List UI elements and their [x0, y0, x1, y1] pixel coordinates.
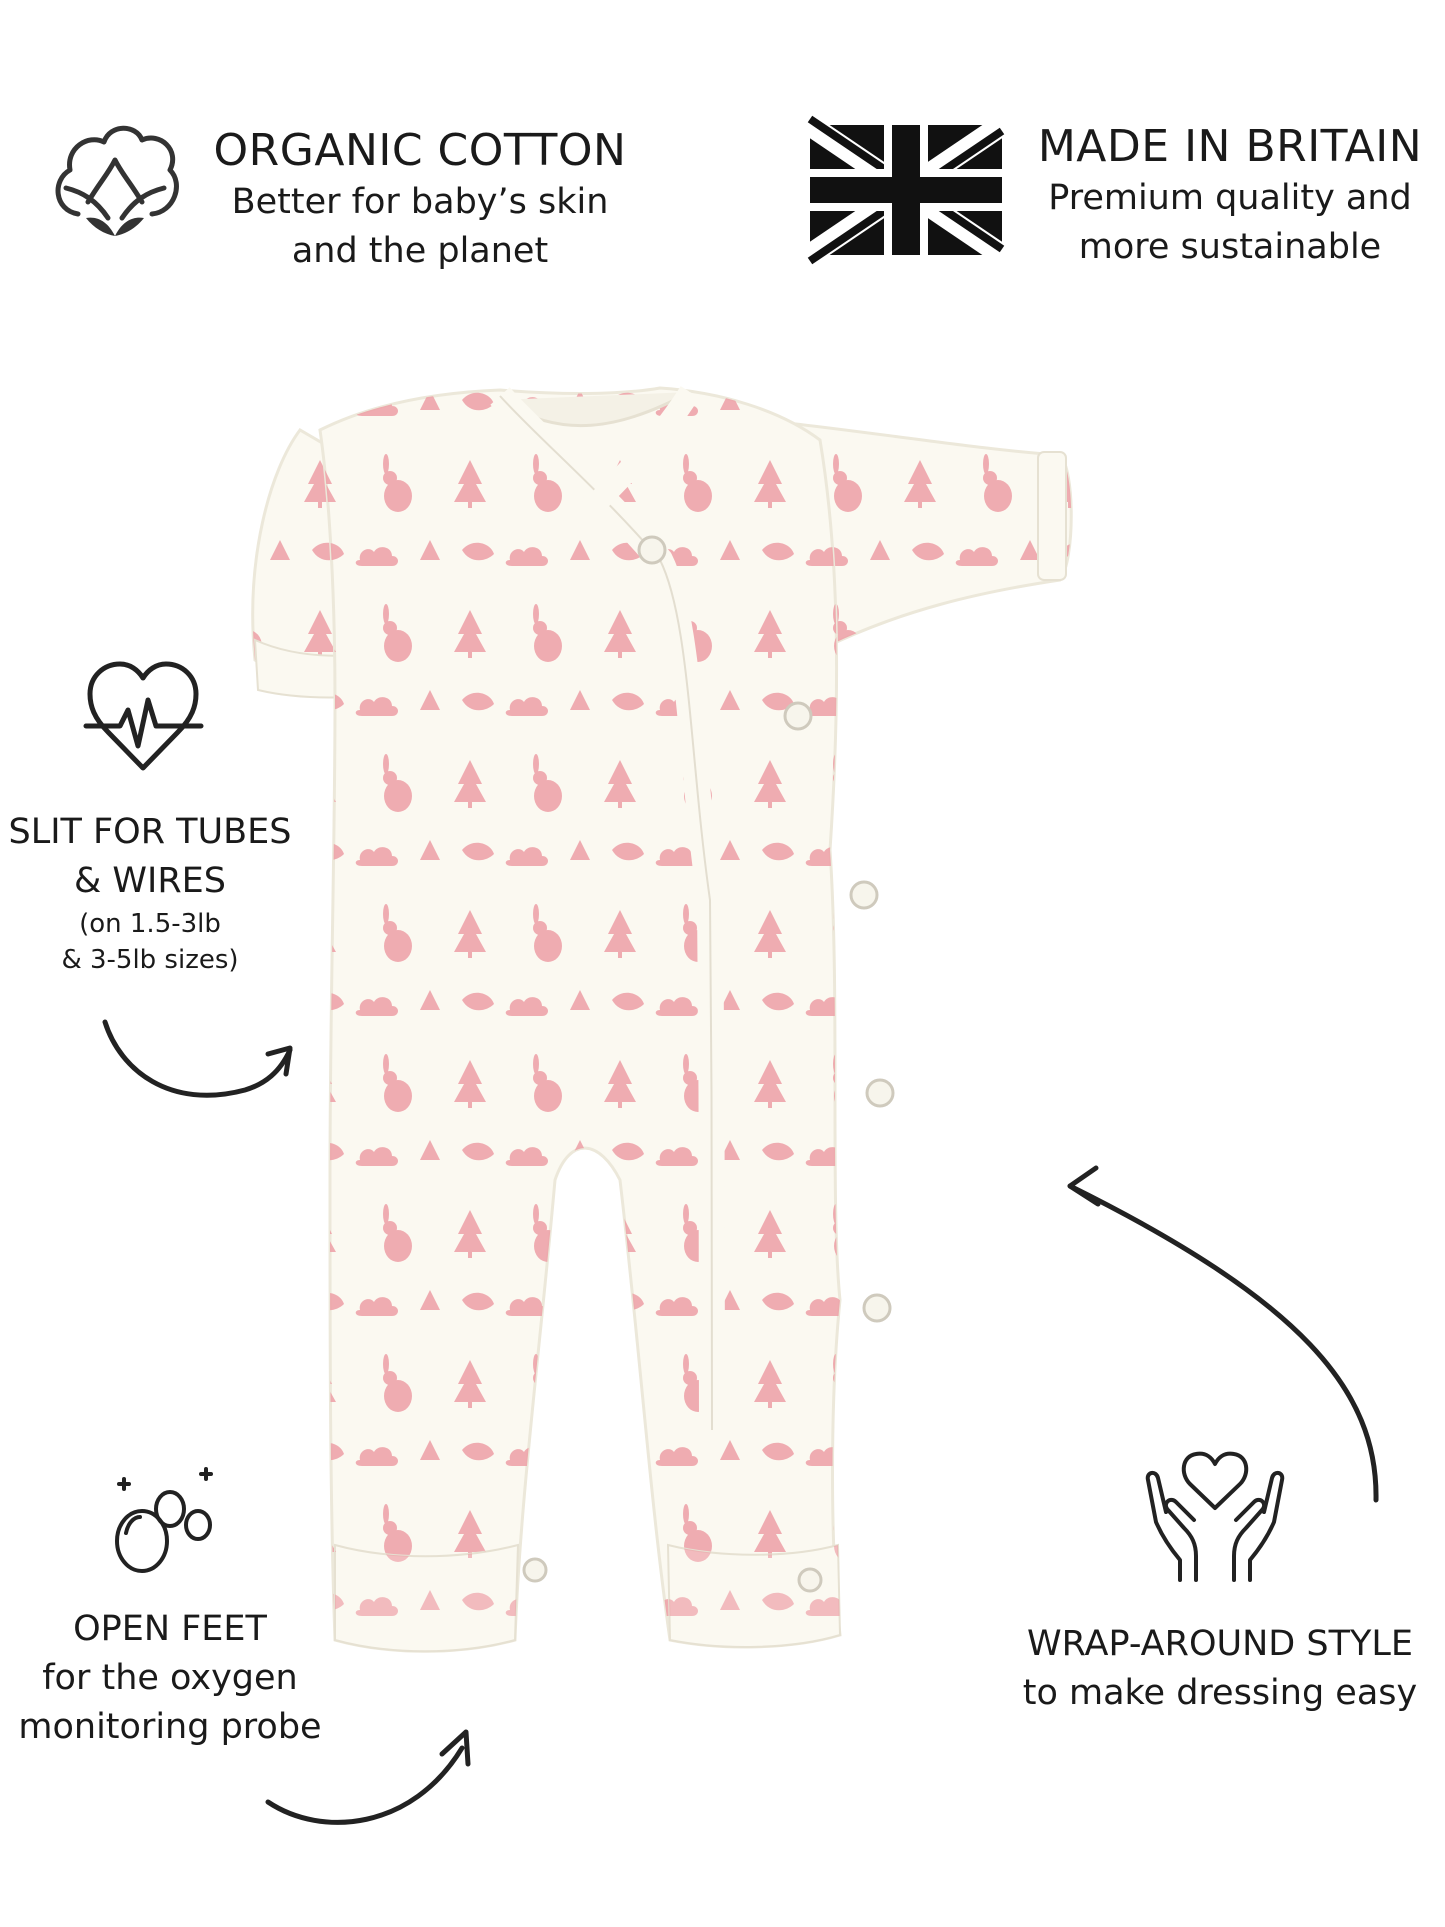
heartbeat-heart-icon: [86, 660, 201, 778]
bubbles-icon: [112, 1465, 217, 1575]
feature-title: ORGANIC COTTON: [213, 125, 627, 176]
feature-title: WRAP-AROUND STYLE: [1027, 1624, 1413, 1664]
feature-note-line2: & 3-5lb sizes): [61, 945, 239, 975]
feature-organic-cotton: [200, 124, 640, 276]
feature-title: MADE IN BRITAIN: [1037, 121, 1423, 172]
feature-desc-line2: monitoring probe: [18, 1707, 322, 1747]
feature-made-in-britain: [1010, 120, 1445, 272]
feature-desc-line1: Premium quality and: [1048, 178, 1412, 218]
feature-desc-line2: and the planet: [291, 231, 549, 271]
cotton-plant-icon: [48, 118, 183, 273]
feature-title-line2: & WIRES: [74, 861, 226, 901]
union-flag-icon: [810, 125, 1002, 255]
feature-note-line1: (on 1.5-3lb: [79, 909, 221, 939]
feature-desc-line1: for the oxygen: [42, 1658, 298, 1698]
feature-title: OPEN FEET: [73, 1609, 267, 1649]
feature-title-line1: SLIT FOR TUBES: [8, 812, 292, 852]
feature-desc-line1: to make dressing easy: [1022, 1673, 1418, 1713]
feature-desc-line1: Better for baby’s skin: [231, 182, 609, 222]
curved-arrow-icon: [262, 1720, 482, 1845]
feature-desc-line2: more sustainable: [1078, 227, 1382, 267]
sleepsuit-image: [250, 380, 1350, 1680]
